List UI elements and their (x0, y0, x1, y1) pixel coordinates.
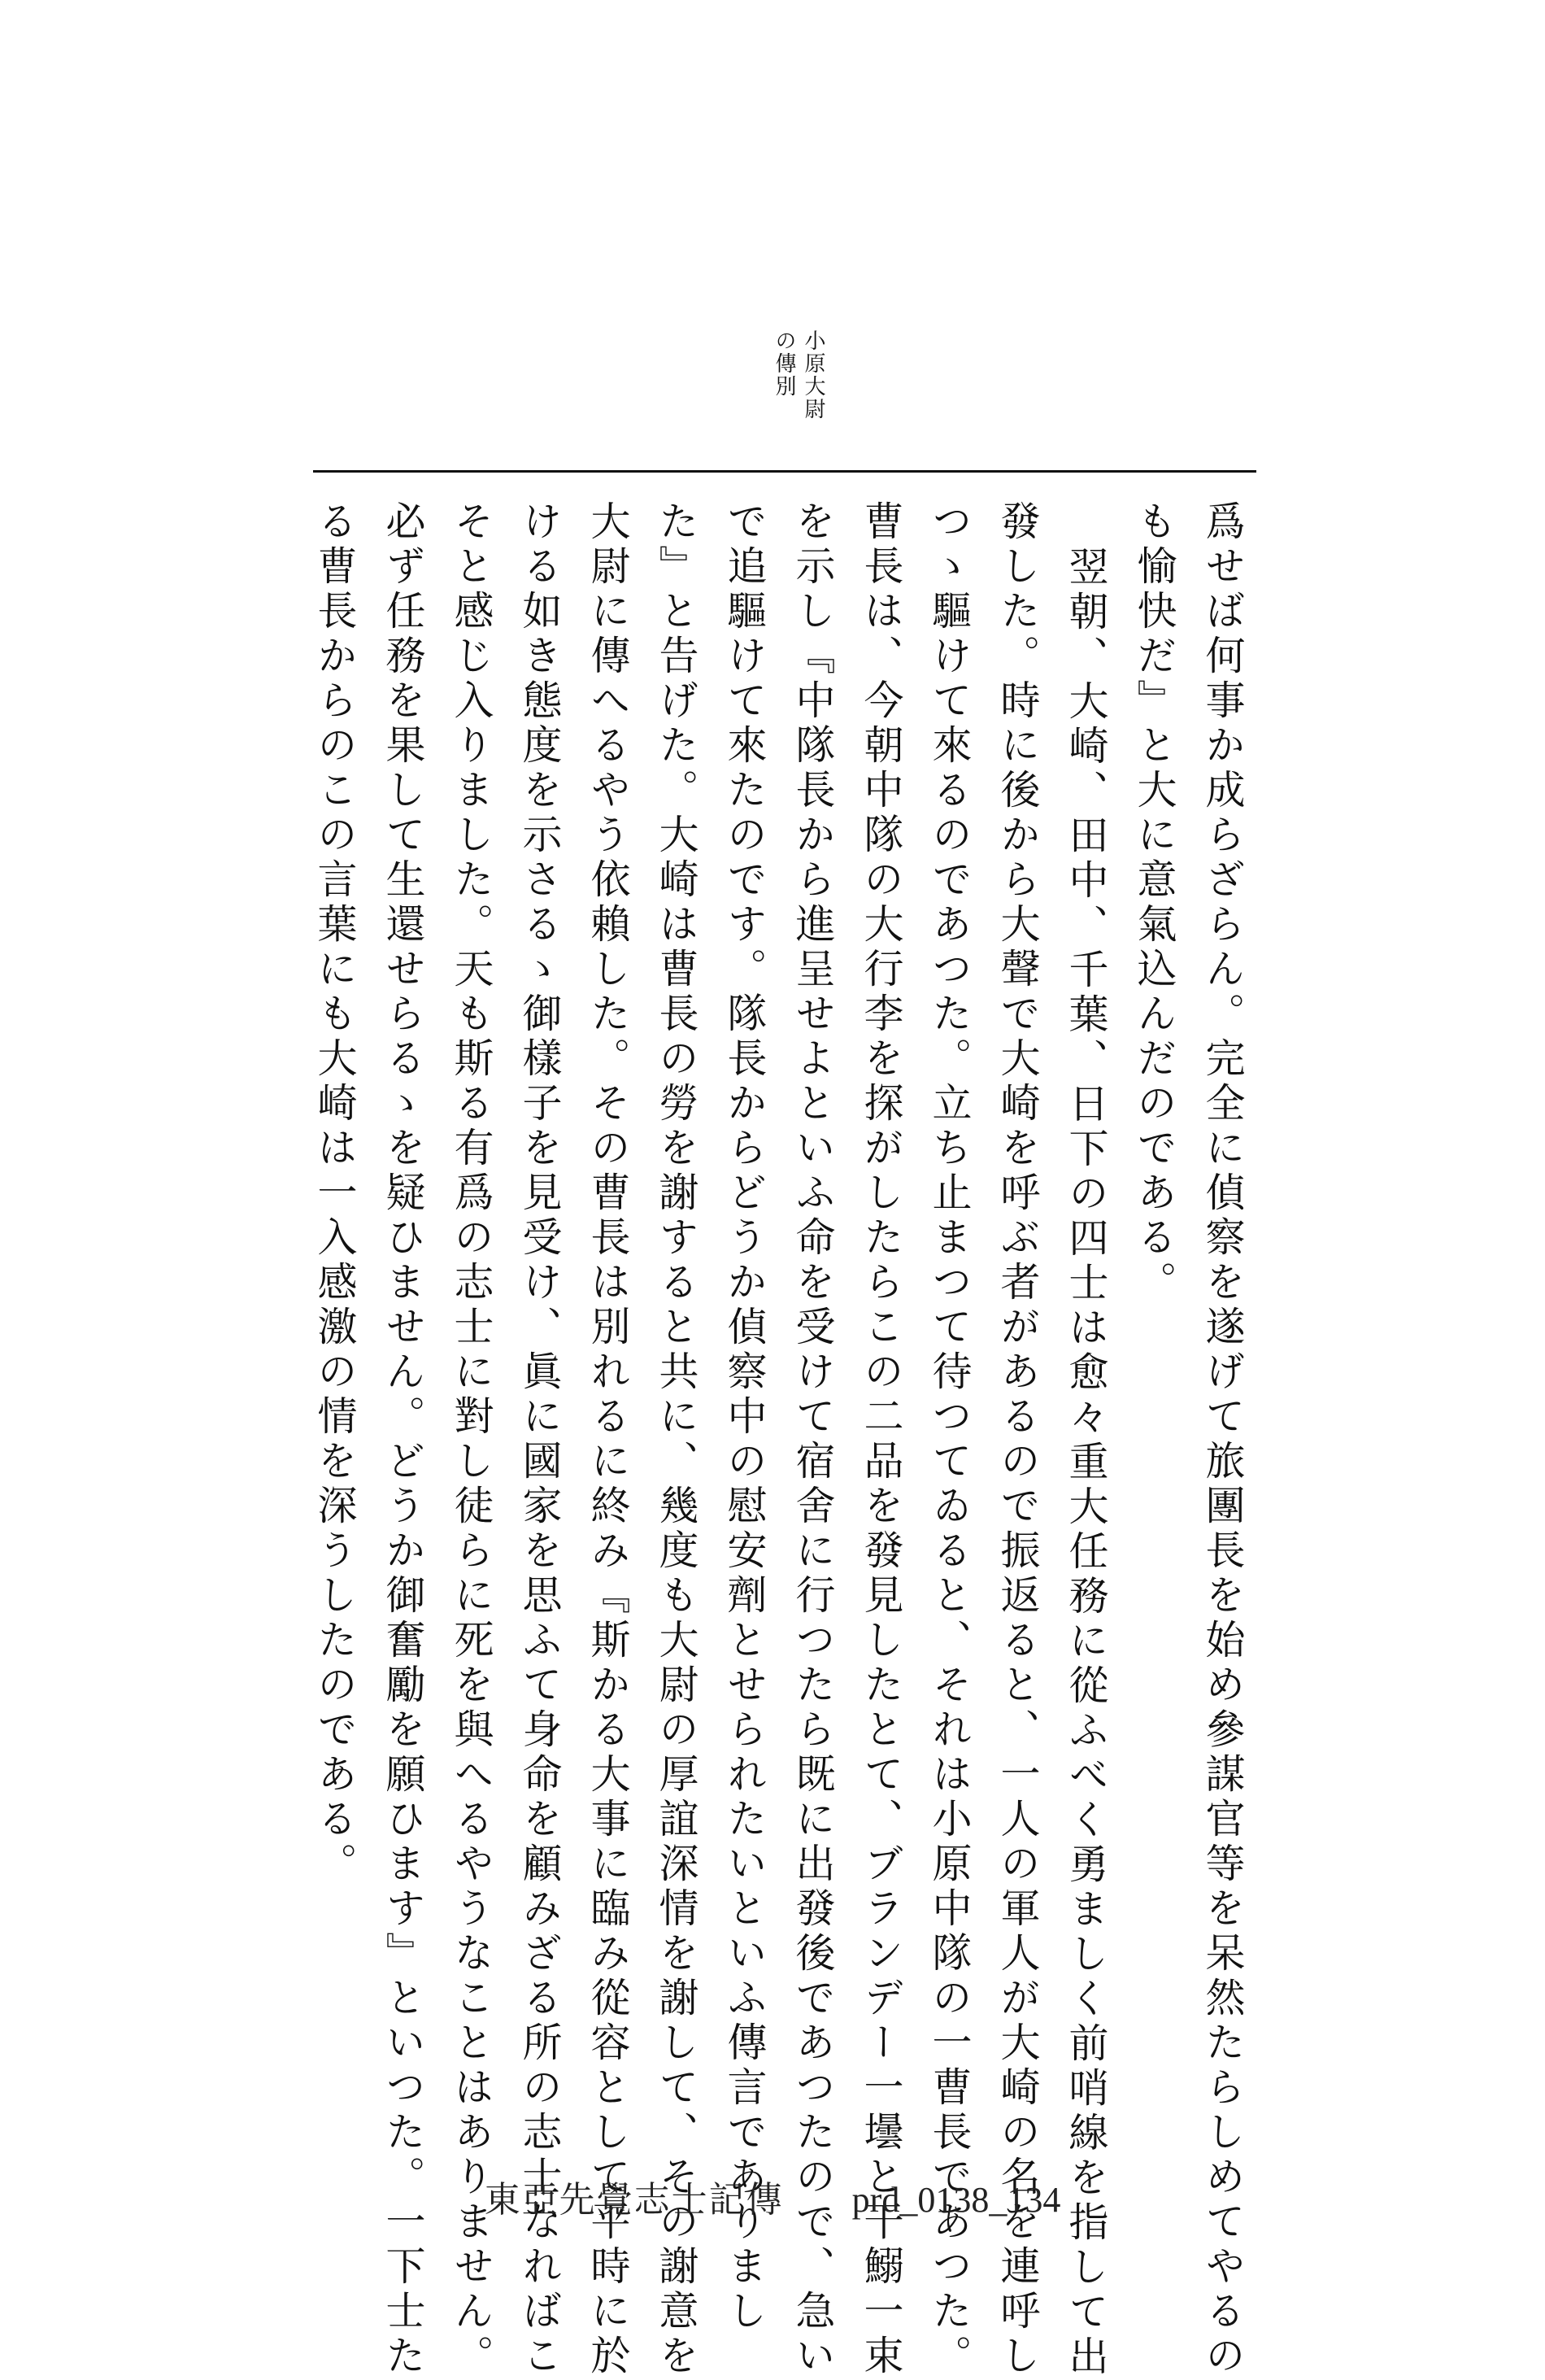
text-column-1: 爲せば何事か成らざらん。完全に偵察を遂げて旅團長を始め參謀官等を呆然たらしめてやるの (1199, 500, 1246, 2379)
text-column-11: ける如き態度を示さるゝ御樣子を見受け、眞に國家を思ふて身命を顧みざる所の志士なればこ (516, 500, 563, 2379)
text-column-5: つゝ驅けて來るのであつた。立ち止まつて待つてゐると、それは小原中隊の一曹長であつた。 (926, 500, 973, 2379)
header-line-1: 小原大尉 (801, 329, 825, 421)
header-rule (313, 470, 1256, 473)
text-column-6: 曹長は、今朝中隊の大行李を探がしたらこの二品を發見したとて、ブランデー一壜と干鰯一束 (858, 500, 904, 2379)
text-column-2: も愉快だ』と大に意氣込んだのである。 (1131, 500, 1177, 1306)
page-footer (0, 2170, 1545, 2222)
text-column-3: 翌朝、大崎、田中、千葉、日下の四士は愈々重大任務に從ふべく勇ましく前哨線を指して出 (1063, 546, 1109, 2380)
text-column-12: そと感じ入りました。天も斯る有爲の志士に對し徒らに死を與へるやうなことはありません。 (448, 500, 494, 2379)
text-column-7: を示し『中隊長から進呈せよといふ命を受けて宿舍に行つたら既に出發後であつたので、急い (790, 500, 836, 2379)
header-line-2: の傳別 (772, 329, 796, 398)
footer-title: 東亞先覺志士記傳 (484, 2179, 784, 2221)
text-column-8: で追驅けて來たのです。隊長からどうか偵察中の慰安劑とせられたいといふ傳言でありまし (721, 500, 768, 2334)
text-column-10: 大尉に傳へるやう依賴した。その曹長は別れるに終み『斯かる大事に臨み從容として平時に於 (585, 500, 631, 2379)
text-column-14: る曹長からのこの言葉にも大崎は一入感激の情を深うしたのである。 (311, 500, 358, 1887)
text-column-13: 必ず任務を果して生還せらるゝを疑ひません。どうか御奮勵を願ひます』といつた。一下士た (380, 500, 426, 2379)
footer-code: prd_0138_134 (851, 2180, 1061, 2220)
text-column-9: た』と告げた。大崎は曹長の勞を謝すると共に、幾度も大尉の厚誼深情を謝して、その謝意を (653, 500, 699, 2379)
text-column-4: 發した。時に後から大聲で大崎を呼ぶ者があるので振返ると、一人の軍人が大崎の名を連呼し (994, 500, 1041, 2379)
running-header (746, 329, 828, 451)
